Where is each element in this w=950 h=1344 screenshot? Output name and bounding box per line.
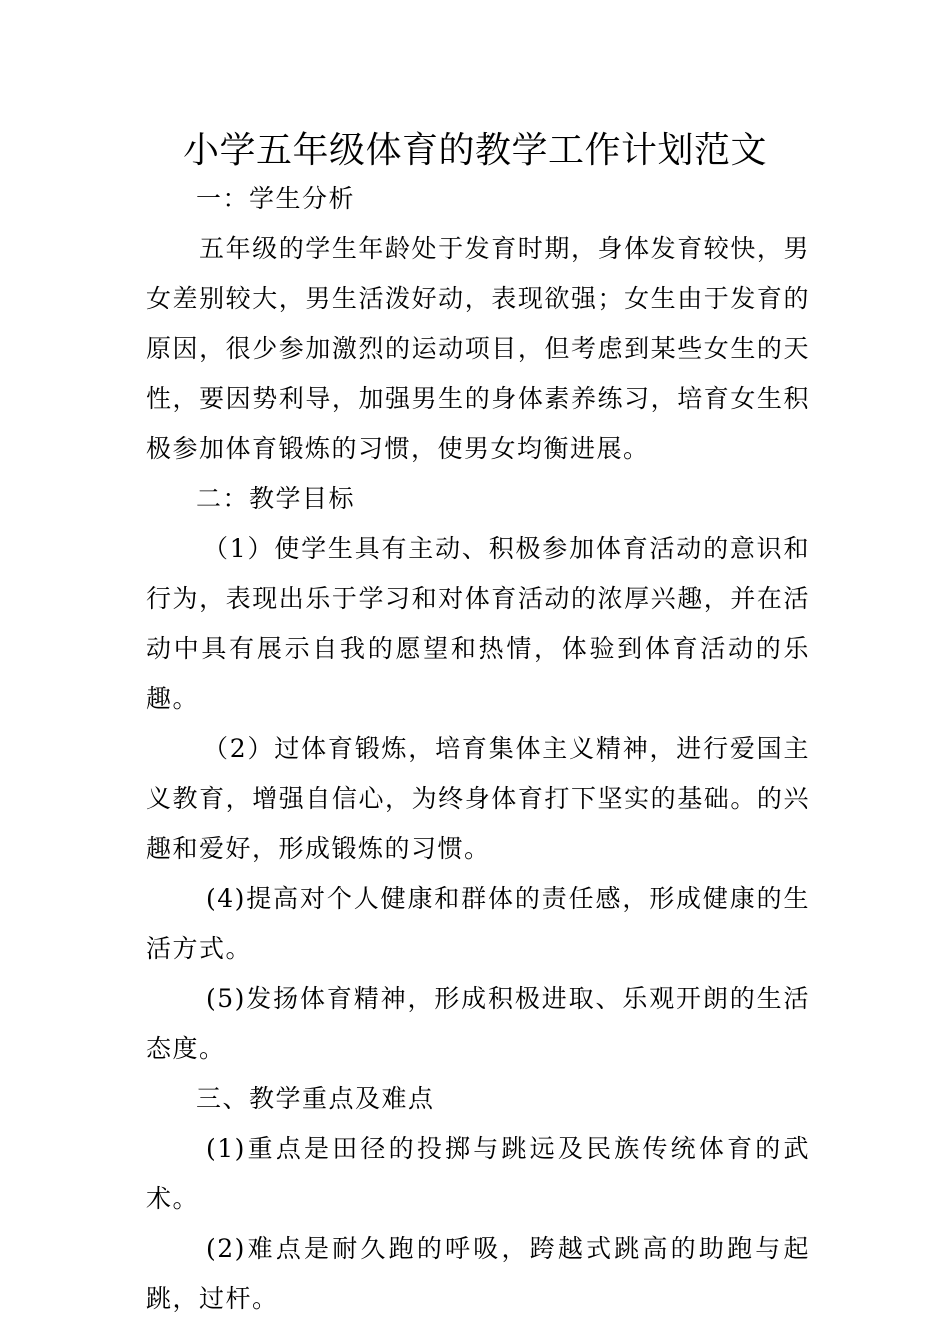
teaching-goal-item-1: （1）使学生具有主动、积极参加体育活动的意识和行为，表现出乐于学习和对体育活动的浓厚兴趣，并在活动中具有展示自我的愿望和热情，体验到体育活动的乐趣。 (146, 534, 810, 713)
document-title: 小学五年级体育的教学工作计划范文 (182, 130, 767, 171)
teaching-goal-item-5: (5)发扬体育精神，形成积极进取、乐观开朗的生活态度。 (146, 984, 810, 1063)
section-heading-student-analysis: 一：学生分析 (196, 184, 356, 213)
key-point-item-2: (2)难点是耐久跑的呼吸，跨越式跳高的助跑与起跳，过杆。 (146, 1234, 810, 1313)
document-body (146, 174, 810, 1324)
section-heading-key-points: 三、教学重点及难点 (196, 1084, 435, 1113)
section-heading-teaching-goals: 二：教学目标 (196, 484, 356, 513)
student-analysis-paragraph: 五年级的学生年龄处于发育时期，身体发育较快，男女差别较大，男生活泼好动，表现欲强；女生由于发育的原因，很少参加激烈的运动项目，但考虑到某些女生的天性，要因势利导，加强男生的身体素养练习，培育女生积极参加体育锻炼的习惯，使男女均衡进展。 (146, 234, 810, 463)
key-point-item-1: (1)重点是田径的投掷与跳远及民族传统体育的武术。 (146, 1134, 810, 1213)
teaching-goal-item-4: (4)提高对个人健康和群体的责任感，形成健康的生活方式。 (146, 884, 810, 963)
teaching-goal-item-2: （2）过体育锻炼，培育集体主义精神，进行爱国主义教育，增强自信心，为终身体育打下坚实的基础。的兴趣和爱好，形成锻炼的习惯。 (146, 734, 810, 863)
